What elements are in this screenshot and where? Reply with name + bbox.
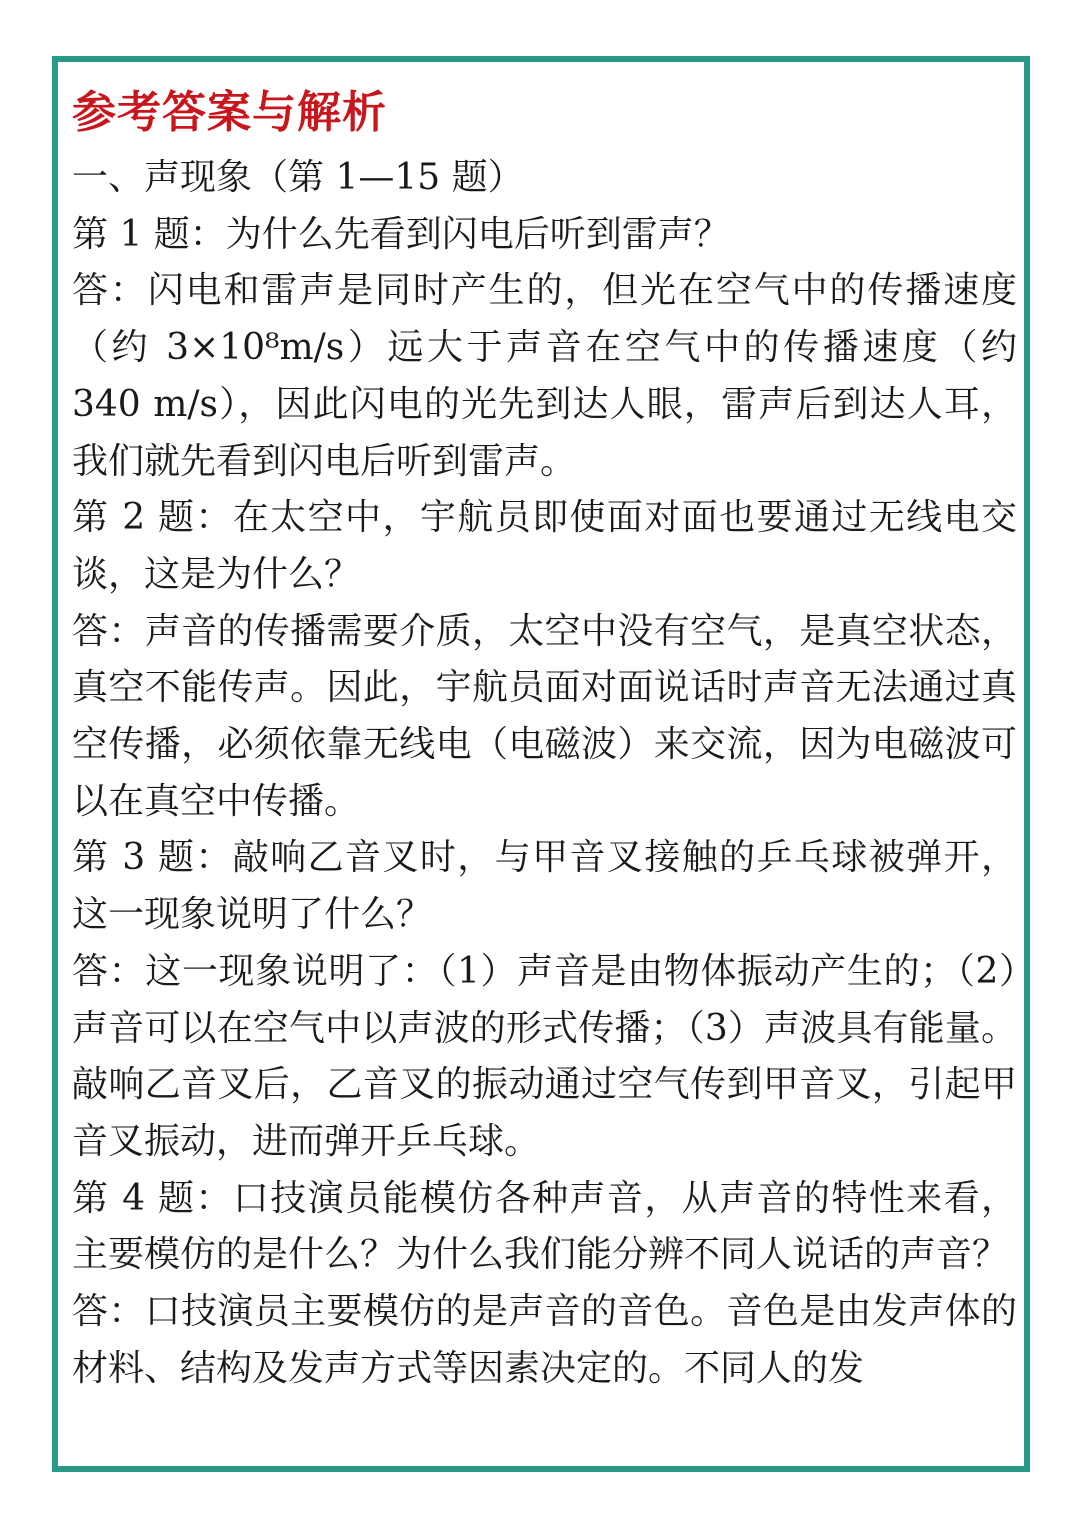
question-3: 第 3 题：敲响乙音叉时，与甲音叉接触的乒乓球被弹开，这一现象说明了什么？ <box>72 837 1017 936</box>
document-frame <box>52 56 1030 1472</box>
section-heading: 一、声现象（第 1—15 题） <box>72 157 524 198</box>
question-4: 第 4 题：口技演员能模仿各种声音，从声音的特性来看，主要模仿的是什么？为什么我们能分辨不同人说话的声音？ <box>72 1177 1017 1276</box>
answer-1: 答：闪电和雷声是同时产生的，但光在空气中的传播速度（约 3×10⁸m/s）远大于声音在空气中的传播速度（约 340 m/s），因此闪电的光先到达人眼，雷声后到达人耳，我们就先看到闪电后听到雷声。 <box>72 270 1017 482</box>
answer-2: 答：声音的传播需要介质，太空中没有空气，是真空状态，真空不能传声。因此，宇航员面对面说话时声音无法通过真空传播，必须依靠无线电（电磁波）来交流，因为电磁波可以在真空中传播。 <box>72 610 1017 822</box>
answer-4: 答：口技演员主要模仿的是声音的音色。音色是由发声体的材料、结构及发声方式等因素决定的。不同人的发 <box>72 1291 1017 1389</box>
answer-3: 答：这一现象说明了：（1）声音是由物体振动产生的；（2）声音可以在空气中以声波的形式传播；（3）声波具有能量。敲响乙音叉后，乙音叉的振动通过空气传到甲音叉，引起甲音叉振动，进而弹开乒乓球。 <box>72 950 1017 1162</box>
document-content <box>72 76 1017 1397</box>
question-1: 第 1 题：为什么先看到闪电后听到雷声？ <box>72 213 730 255</box>
question-2: 第 2 题：在太空中，宇航员即使面对面也要通过无线电交谈，这是为什么？ <box>72 497 1017 595</box>
page-title: 参考答案与解析 <box>72 87 387 138</box>
